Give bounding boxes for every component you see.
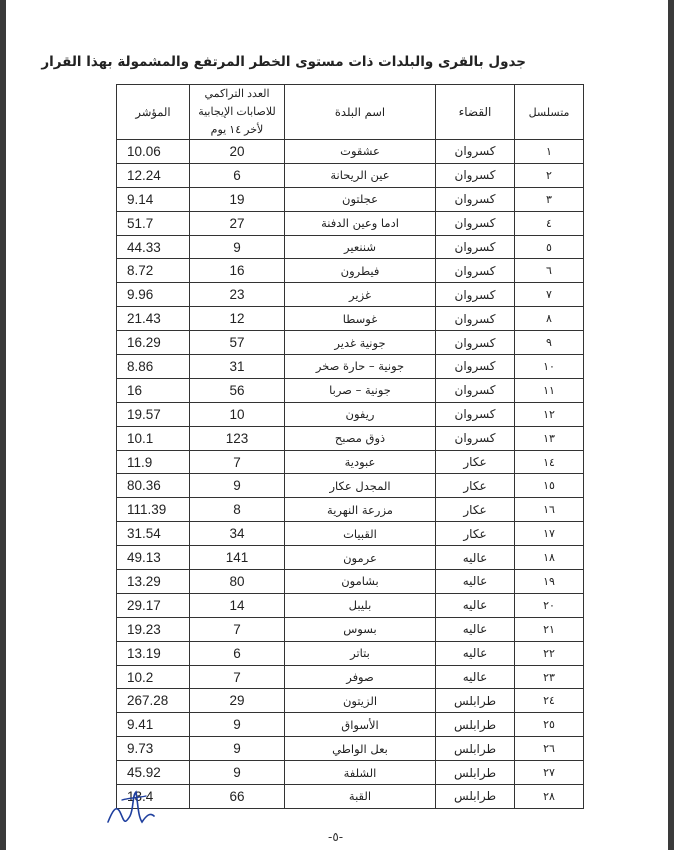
cell-indicator: 8.72: [117, 259, 190, 283]
table-row: [117, 331, 584, 355]
table-row: [117, 522, 584, 546]
cell-indicator: 11.9: [117, 450, 190, 474]
cell-town-name: عجلتون: [285, 187, 436, 211]
cell-serial: ١٠: [515, 355, 584, 379]
table-row: [117, 593, 584, 617]
cell-town-name: المجدل عكار: [285, 474, 436, 498]
cell-serial: ٣: [515, 187, 584, 211]
cell-town-name: ذوق مصبح: [285, 426, 436, 450]
cell-serial: ٢٢: [515, 641, 584, 665]
cell-serial: ١٢: [515, 402, 584, 426]
document-title: جدول بالقرى والبلدات ذات مستوى الخطر المرتفع والمشمولة بهذا القرار: [41, 54, 526, 70]
cell-cumulative-count: 123: [190, 426, 285, 450]
cell-district: كسروان: [436, 402, 515, 426]
table-row: [117, 498, 584, 522]
table-row: [117, 570, 584, 594]
cell-cumulative-count: 9: [190, 235, 285, 259]
table-row: [117, 307, 584, 331]
cell-serial: ١٧: [515, 522, 584, 546]
cell-district: عاليه: [436, 665, 515, 689]
table-row: [117, 689, 584, 713]
cell-district: عاليه: [436, 641, 515, 665]
table-row: [117, 378, 584, 402]
cell-serial: ٧: [515, 283, 584, 307]
cell-cumulative-count: 80: [190, 570, 285, 594]
cell-serial: ١٤: [515, 450, 584, 474]
cell-cumulative-count: 27: [190, 211, 285, 235]
cell-district: طرابلس: [436, 761, 515, 785]
cell-serial: ٢١: [515, 617, 584, 641]
cell-cumulative-count: 19: [190, 187, 285, 211]
cell-district: عكار: [436, 522, 515, 546]
cell-serial: ٢٥: [515, 713, 584, 737]
cell-cumulative-count: 9: [190, 713, 285, 737]
cell-cumulative-count: 20: [190, 140, 285, 164]
table-row: [117, 713, 584, 737]
cell-cumulative-count: 9: [190, 474, 285, 498]
cell-district: كسروان: [436, 235, 515, 259]
cell-indicator: 12.24: [117, 163, 190, 187]
page-number: -٥-: [328, 830, 344, 844]
cell-district: عاليه: [436, 593, 515, 617]
table-row: [117, 140, 584, 164]
table-row: [117, 450, 584, 474]
cell-indicator: 9.96: [117, 283, 190, 307]
cell-cumulative-count: 6: [190, 641, 285, 665]
cell-cumulative-count: 14: [190, 593, 285, 617]
cell-serial: ٢٣: [515, 665, 584, 689]
cell-town-name: غزير: [285, 283, 436, 307]
handwritten-signature: [102, 782, 158, 834]
cell-indicator: 111.39: [117, 498, 190, 522]
cell-district: كسروان: [436, 211, 515, 235]
cell-town-name: مزرعة النهرية: [285, 498, 436, 522]
cell-serial: ٥: [515, 235, 584, 259]
cell-indicator: 10.06: [117, 140, 190, 164]
cell-district: كسروان: [436, 378, 515, 402]
cell-indicator: 44.33: [117, 235, 190, 259]
cell-indicator: 80.36: [117, 474, 190, 498]
cell-indicator: 9.73: [117, 737, 190, 761]
cell-indicator: 10.1: [117, 426, 190, 450]
cell-indicator: 13.29: [117, 570, 190, 594]
table-row: [117, 617, 584, 641]
table-row: [117, 283, 584, 307]
table-row: [117, 235, 584, 259]
cell-cumulative-count: 12: [190, 307, 285, 331]
cell-town-name: الشلفة: [285, 761, 436, 785]
photo-edge-right: [668, 0, 674, 850]
cell-town-name: فيطرون: [285, 259, 436, 283]
cell-cumulative-count: 7: [190, 617, 285, 641]
document-page: [6, 0, 668, 850]
cell-town-name: القبة: [285, 785, 436, 809]
cell-serial: ٢: [515, 163, 584, 187]
table-row: [117, 211, 584, 235]
cell-town-name: بسوس: [285, 617, 436, 641]
cell-indicator: 16: [117, 378, 190, 402]
cell-district: كسروان: [436, 426, 515, 450]
cell-town-name: جونية – صربا: [285, 378, 436, 402]
header-cumulative-label: العدد التراكمي للاصابات الإيجابية لأخر ١٤ يوم: [198, 88, 276, 136]
cell-town-name: الأسواق: [285, 713, 436, 737]
cell-town-name: جونية غدير: [285, 331, 436, 355]
cell-district: عكار: [436, 498, 515, 522]
cell-indicator: 10.2: [117, 665, 190, 689]
cell-town-name: صوفر: [285, 665, 436, 689]
cell-cumulative-count: 7: [190, 450, 285, 474]
cell-district: عكار: [436, 450, 515, 474]
cell-town-name: بليبل: [285, 593, 436, 617]
cell-indicator: 45.92: [117, 761, 190, 785]
cell-cumulative-count: 29: [190, 689, 285, 713]
cell-town-name: عشقوت: [285, 140, 436, 164]
cell-cumulative-count: 66: [190, 785, 285, 809]
cell-serial: ١١: [515, 378, 584, 402]
cell-indicator: 19.57: [117, 402, 190, 426]
cell-indicator: 9.14: [117, 187, 190, 211]
table-row: [117, 163, 584, 187]
cell-town-name: بشامون: [285, 570, 436, 594]
cell-cumulative-count: 23: [190, 283, 285, 307]
cell-serial: ٩: [515, 331, 584, 355]
cell-town-name: ريفون: [285, 402, 436, 426]
cell-indicator: 13.19: [117, 641, 190, 665]
cell-district: طرابلس: [436, 713, 515, 737]
table-row: [117, 426, 584, 450]
table-row: [117, 546, 584, 570]
cell-town-name: القبيات: [285, 522, 436, 546]
cell-district: كسروان: [436, 187, 515, 211]
cell-cumulative-count: 57: [190, 331, 285, 355]
table-row: [117, 737, 584, 761]
cell-indicator: 16.29: [117, 331, 190, 355]
cell-indicator: 8.86: [117, 355, 190, 379]
cell-cumulative-count: 9: [190, 737, 285, 761]
cell-serial: ٦: [515, 259, 584, 283]
cell-town-name: بعل الواطي: [285, 737, 436, 761]
cell-serial: ٢٧: [515, 761, 584, 785]
cell-serial: ١٦: [515, 498, 584, 522]
cell-cumulative-count: 34: [190, 522, 285, 546]
cell-district: طرابلس: [436, 785, 515, 809]
cell-cumulative-count: 7: [190, 665, 285, 689]
cell-serial: ٤: [515, 211, 584, 235]
cell-district: كسروان: [436, 259, 515, 283]
cell-serial: ١٣: [515, 426, 584, 450]
cell-indicator: 19.23: [117, 617, 190, 641]
cell-district: طرابلس: [436, 689, 515, 713]
table-row: [117, 187, 584, 211]
cell-town-name: غوسطا: [285, 307, 436, 331]
cell-cumulative-count: 141: [190, 546, 285, 570]
cell-district: كسروان: [436, 331, 515, 355]
cell-indicator: 267.28: [117, 689, 190, 713]
cell-cumulative-count: 16: [190, 259, 285, 283]
cell-district: عكار: [436, 474, 515, 498]
header-town: اسم البلدة: [285, 85, 436, 140]
cell-district: عاليه: [436, 546, 515, 570]
header-cumulative: [190, 85, 285, 140]
cell-serial: ١٥: [515, 474, 584, 498]
cell-town-name: الزيتون: [285, 689, 436, 713]
header-district: القضاء: [436, 85, 515, 140]
cell-indicator: 29.17: [117, 593, 190, 617]
cell-district: عاليه: [436, 617, 515, 641]
cell-district: كسروان: [436, 163, 515, 187]
cell-indicator: 13.4: [117, 785, 190, 809]
table-body: [117, 140, 584, 809]
cell-district: عاليه: [436, 570, 515, 594]
cell-serial: ٢٦: [515, 737, 584, 761]
cell-town-name: عبودية: [285, 450, 436, 474]
cell-serial: ٢٨: [515, 785, 584, 809]
cell-indicator: 9.41: [117, 713, 190, 737]
cell-town-name: شننعير: [285, 235, 436, 259]
cell-town-name: ادما وعين الدفنة: [285, 211, 436, 235]
cell-district: كسروان: [436, 283, 515, 307]
cell-serial: ٨: [515, 307, 584, 331]
cell-town-name: عرمون: [285, 546, 436, 570]
table-row: [117, 641, 584, 665]
cell-serial: ٢٠: [515, 593, 584, 617]
cell-cumulative-count: 8: [190, 498, 285, 522]
cell-cumulative-count: 9: [190, 761, 285, 785]
cell-indicator: 31.54: [117, 522, 190, 546]
cell-serial: ١: [515, 140, 584, 164]
cell-town-name: بتاتر: [285, 641, 436, 665]
cell-town-name: عين الريحانة: [285, 163, 436, 187]
table-row: [117, 785, 584, 809]
table-row: [117, 402, 584, 426]
table-row: [117, 665, 584, 689]
cell-cumulative-count: 10: [190, 402, 285, 426]
cell-serial: ١٩: [515, 570, 584, 594]
cell-indicator: 21.43: [117, 307, 190, 331]
cell-cumulative-count: 6: [190, 163, 285, 187]
cell-serial: ٢٤: [515, 689, 584, 713]
header-indicator: المؤشر: [117, 85, 190, 140]
cell-town-name: جونية – حارة صخر: [285, 355, 436, 379]
table-row: [117, 474, 584, 498]
table-row: [117, 761, 584, 785]
cell-district: طرابلس: [436, 737, 515, 761]
cell-indicator: 49.13: [117, 546, 190, 570]
cell-district: كسروان: [436, 140, 515, 164]
table-header-row: [117, 85, 584, 140]
cell-cumulative-count: 56: [190, 378, 285, 402]
table-row: [117, 259, 584, 283]
towns-table: [116, 84, 584, 809]
table-row: [117, 355, 584, 379]
cell-cumulative-count: 31: [190, 355, 285, 379]
cell-district: كسروان: [436, 355, 515, 379]
cell-indicator: 51.7: [117, 211, 190, 235]
header-serial: متسلسل: [515, 85, 584, 140]
cell-serial: ١٨: [515, 546, 584, 570]
cell-district: كسروان: [436, 307, 515, 331]
